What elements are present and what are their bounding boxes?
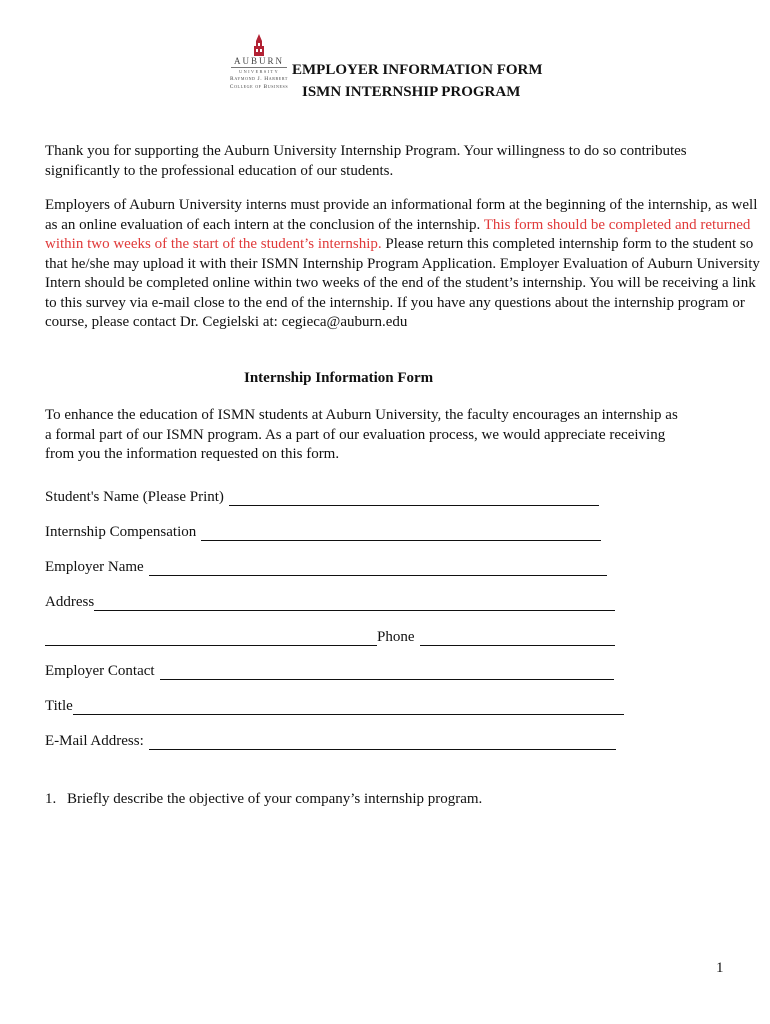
employer-name-label: Employer Name: [45, 559, 144, 575]
paragraph2-text-b: Please return this completed internship form to the student so that he/she may upload it with their ISMN Internship Program Application. Employer Evaluation of Auburn University Intern should be completed online within two weeks of the end of the student’s internship. You will be receiving a link to this survey via e-mail close to the end of the internship. If you have any questions about the internship program or course, please contact Dr. Cegielski at: cegieca@auburn.edu: [45, 236, 760, 330]
employer-name-line[interactable]: [149, 560, 607, 576]
form-intro-paragraph: To enhance the education of ISMN students at Auburn University, the faculty encourages an internship as a formal part of our ISMN program. As a part of our evaluation process, we would appreciate receiving from you the information requested on this form.: [45, 407, 678, 462]
auburn-logo: [222, 34, 296, 102]
phone-label: Phone: [377, 629, 415, 645]
address-field: [45, 593, 615, 611]
page-number: 1: [716, 960, 724, 976]
student-name-line[interactable]: [229, 490, 599, 506]
question-1-text: Briefly describe the objective of your company’s internship program.: [67, 791, 483, 807]
paragraph2-text-a: Employers of Auburn University interns must provide an informational form at the beginning of the internship, as well as an online evaluation of each intern at the conclusion of the internship.: [45, 197, 758, 233]
intro-paragraph-1: Thank you for supporting the Auburn University Internship Program. Your willingness to do so contributes significantly to the professional education of our students.: [45, 143, 687, 179]
title-label: Title: [45, 698, 73, 714]
logo-university-text: UNIVERSITY: [239, 69, 279, 74]
title-field: [45, 697, 624, 715]
section-heading: Internship Information Form: [244, 370, 434, 386]
address-label: Address: [45, 594, 95, 610]
email-label: E-Mail Address:: [45, 733, 144, 749]
email-field: [45, 732, 616, 750]
employer-contact-label: Employer Contact: [45, 663, 155, 679]
logo-college-line2: College of Business: [229, 84, 289, 90]
header-titles: [292, 59, 543, 103]
samford-tower-icon: [249, 34, 269, 56]
address-phone-field: [45, 628, 615, 646]
compensation-label: Internship Compensation: [45, 524, 197, 540]
intro-paragraph-2: [45, 196, 761, 333]
deadline-notice: This form should be completed and returned within two weeks of the start of the student’s internship.: [45, 216, 751, 252]
logo-auburn-text: AUBURN: [233, 56, 284, 66]
student-name-label: Student's Name (Please Print): [45, 489, 224, 505]
question-1-number: 1.: [45, 791, 57, 807]
employer-contact-line[interactable]: [160, 664, 614, 680]
question-1: [45, 790, 482, 808]
email-line[interactable]: [149, 734, 616, 750]
student-name-field: [45, 488, 599, 506]
address-line[interactable]: [94, 595, 615, 611]
compensation-line[interactable]: [201, 525, 601, 541]
compensation-field: [45, 523, 601, 541]
phone-line[interactable]: [420, 630, 615, 646]
form-title: EMPLOYER INFORMATION FORM: [292, 62, 543, 78]
logo-divider: [231, 67, 287, 68]
employer-contact-field: [45, 662, 614, 680]
title-line[interactable]: [73, 699, 624, 715]
logo-college-line1: Raymond J. Harbert: [230, 76, 288, 82]
employer-name-field: [45, 558, 607, 576]
address-line-2[interactable]: [45, 630, 377, 646]
program-title: ISMN INTERNSHIP PROGRAM: [302, 84, 521, 100]
